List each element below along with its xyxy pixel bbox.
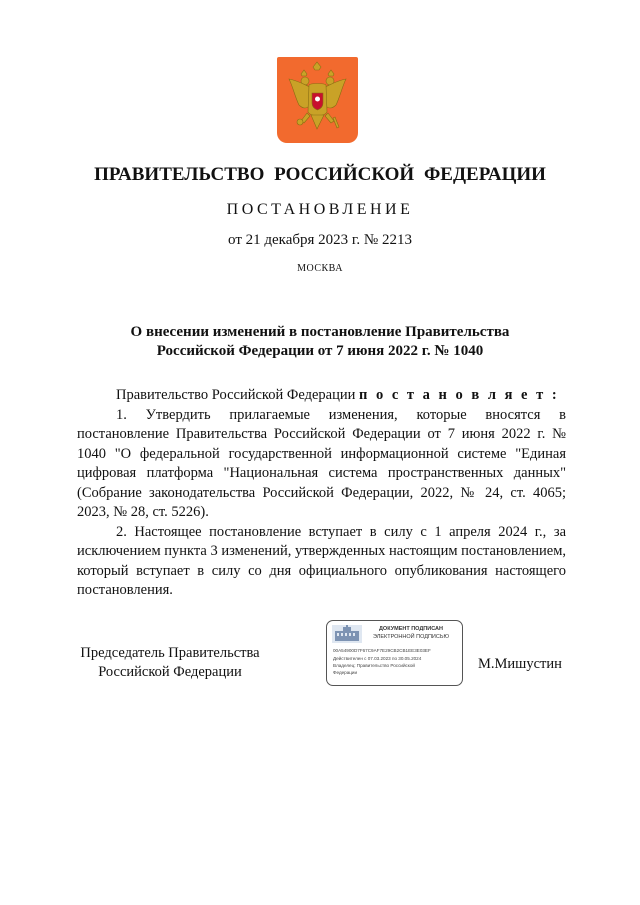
position-line-1: Председатель Правительства — [80, 645, 260, 661]
stamp-certificate: 00A54900D7F67C9AF7E29CB2CB1EE3E03EF — [333, 648, 431, 653]
item-2-paragraph: 2. Настоящее постановление вступает в силу с 1 апреля 2024 г., за исключением пункта 3 изменений, утвержденных настоящим постановлением, который вступает в силу со дня официального опубликования настоящего постановления. — [77, 523, 566, 598]
double-headed-eagle-icon — [277, 57, 358, 143]
position-line-2: Российской Федерации — [98, 664, 242, 680]
organization-name: ПРАВИТЕЛЬСТВО РОССИЙСКОЙ ФЕДЕРАЦИИ — [94, 164, 546, 185]
title-line-2: Российской Федерации от 7 июня 2022 г. № 1040 — [156, 343, 484, 359]
stamp-owner-line-2: Федерации — [333, 670, 358, 675]
signatory-name: М.Мишустин — [478, 656, 562, 672]
stamp-heading-1: ДОКУМЕНТ ПОДПИСАН — [379, 626, 443, 632]
document-date-number: от 21 декабря 2023 г. № 2213 — [228, 232, 412, 248]
intro-prefix: Правительство Российской Федерации — [116, 387, 356, 403]
title-line-1: О внесении изменений в постановление Правительства — [130, 324, 510, 340]
government-building-icon — [332, 625, 362, 643]
item-1-paragraph: 1. Утвердить прилагаемые изменения, которые вносятся в постановление Правительства Российской Федерации от 7 июня 2022 г. № 1040 "О федеральной государственной информационной системе "Единая цифровая платформа "Национальная система пространственных данных" (Собрание законодательства Российской Федерации, 2022, № 24, ст. 4065; 2023, № 28, ст. 5226). — [77, 406, 566, 520]
stamp-header — [332, 625, 457, 643]
stamp-owner-line-1: Владелец: Правительство Российской — [333, 663, 415, 668]
intro-paragraph — [77, 386, 566, 406]
decree-verb: п о с т а н о в л я е т : — [358, 387, 560, 403]
stamp-validity: Действителен с 07.03.2023 по 30.05.2024 — [333, 656, 422, 661]
document-city: МОСКВА — [297, 263, 343, 274]
document-body — [77, 386, 566, 601]
document-title — [80, 323, 560, 361]
signatory-position — [80, 644, 260, 682]
stamp-heading-2: ЭЛЕКТРОННОЙ ПОДПИСЬЮ — [372, 634, 450, 640]
coat-of-arms-emblem — [277, 57, 358, 143]
electronic-signature-stamp — [326, 620, 463, 686]
document-type: ПОСТАНОВЛЕНИЕ — [226, 201, 414, 218]
